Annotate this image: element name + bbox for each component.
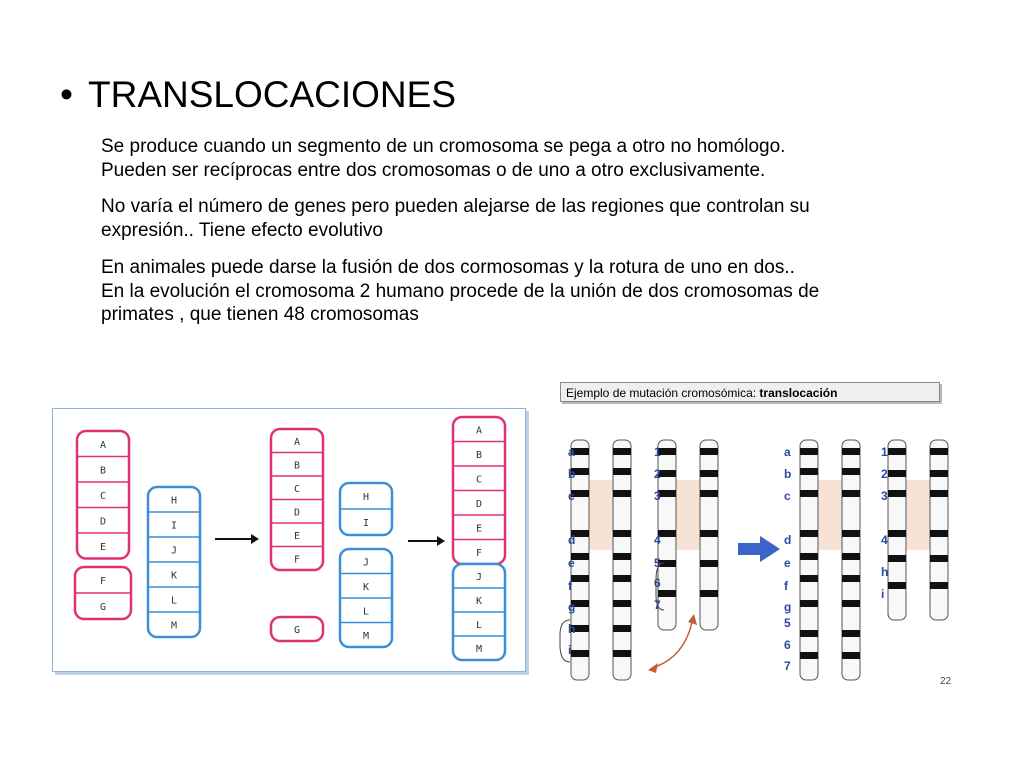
translocation-diagram-left <box>52 408 526 672</box>
paragraph-line: primates , que tienen 48 cromosomas <box>101 304 419 325</box>
chromosome-pink-1-top <box>77 431 129 559</box>
segment-label: D <box>293 507 301 519</box>
segment-label: A <box>293 436 301 448</box>
band <box>842 448 860 455</box>
band <box>888 490 906 497</box>
segment-label: A <box>99 439 107 451</box>
segment-label: K <box>362 581 370 593</box>
chromosome-segments-svg <box>53 409 525 671</box>
slide-title <box>60 72 456 118</box>
segment-label: I <box>362 518 370 529</box>
band <box>700 530 718 537</box>
band <box>613 553 631 560</box>
segment-label: L <box>475 620 483 631</box>
segment-label: M <box>362 630 370 642</box>
title-bullet: • <box>60 74 73 115</box>
band <box>613 600 631 607</box>
band-label: 5 <box>654 556 661 570</box>
band <box>613 490 631 497</box>
segment-label: E <box>293 530 301 542</box>
segment-label: K <box>170 570 178 582</box>
band <box>800 575 818 582</box>
chromosome-blue-1 <box>148 487 200 637</box>
segment-label: J <box>170 545 178 557</box>
chromosome-after-2 <box>888 440 948 620</box>
banded-chromosomes-svg <box>548 430 978 690</box>
band-label: b <box>784 467 792 481</box>
band <box>800 448 818 455</box>
segment-label: G <box>99 602 107 613</box>
band <box>800 490 818 497</box>
page-number: 22 <box>940 676 952 687</box>
band-label: d <box>568 533 576 547</box>
example-header-bold: translocación <box>759 386 838 400</box>
band <box>658 470 676 477</box>
band <box>800 553 818 560</box>
band <box>700 470 718 477</box>
chromosome-pink-1-bottom <box>75 567 131 619</box>
segment-label: F <box>293 554 301 566</box>
band <box>842 530 860 537</box>
band-label: 6 <box>654 576 661 590</box>
band-label: 3 <box>654 489 661 503</box>
band <box>700 448 718 455</box>
segment-label: L <box>170 595 178 607</box>
band <box>800 600 818 607</box>
band <box>700 560 718 567</box>
centromere <box>814 480 846 550</box>
band <box>613 625 631 632</box>
segment-label: M <box>170 620 178 632</box>
segment-label: D <box>475 498 483 510</box>
segment-label: L <box>362 606 370 618</box>
band <box>842 630 860 637</box>
band <box>613 468 631 475</box>
centromere <box>672 480 704 550</box>
band <box>571 650 589 657</box>
band-label: c <box>784 489 791 503</box>
paragraph-2 <box>101 195 981 242</box>
band <box>930 582 948 589</box>
band-label: b <box>568 467 576 481</box>
band-label: 6 <box>784 638 791 652</box>
segment-label: H <box>362 492 370 503</box>
segment-label: C <box>99 490 107 502</box>
band-label: 1 <box>881 445 888 459</box>
band-label: 7 <box>784 659 791 673</box>
band-label: a <box>568 445 575 459</box>
band-label: 5 <box>784 616 791 630</box>
band <box>613 530 631 537</box>
chromosome-before-2 <box>658 440 718 630</box>
segment-label: B <box>293 460 301 472</box>
band-label: i <box>568 643 572 657</box>
band-label: a <box>784 445 791 459</box>
paragraph-3 <box>101 256 981 327</box>
chromosome-fused-blue <box>453 564 505 660</box>
band <box>888 530 906 537</box>
segment-label: M <box>475 644 483 655</box>
paragraph-line: expresión.. Tiene efecto evolutivo <box>101 219 384 241</box>
chromosome-before-1 <box>571 440 631 680</box>
band-label: g <box>568 600 576 614</box>
band <box>930 490 948 497</box>
arrow-1-head <box>251 534 259 544</box>
band <box>888 448 906 455</box>
paragraph-line: Pueden ser recíprocas entre dos cromosomas o de uno a otro exclusivamente. <box>101 159 766 181</box>
band-label: i <box>881 587 885 601</box>
transform-arrow-head <box>760 536 780 562</box>
band <box>930 530 948 537</box>
band-label: h <box>881 565 889 579</box>
band <box>888 555 906 562</box>
example-header-prefix: Ejemplo de mutación cromosómica: <box>566 386 757 400</box>
band <box>658 448 676 455</box>
band <box>842 468 860 475</box>
segment-label: F <box>99 576 107 587</box>
paragraph-line: En la evolución el cromosoma 2 humano procede de la unión de dos cromosomas de <box>101 280 820 302</box>
band <box>842 553 860 560</box>
paragraph-line: En animales puede darse la fusión de dos cormosomas y la rotura de uno en dos.. <box>101 257 795 278</box>
exchange-arrow-head <box>648 663 658 673</box>
band <box>571 575 589 582</box>
segment-label: H <box>170 495 178 507</box>
segment-label: I <box>170 520 178 532</box>
chromosome-pink-2-fragment <box>271 617 323 641</box>
segment-label: E <box>99 541 107 553</box>
band <box>842 490 860 497</box>
band <box>613 448 631 455</box>
band-label: 3 <box>881 489 888 503</box>
segment-label: C <box>293 483 301 495</box>
centromere <box>902 480 934 550</box>
band <box>658 530 676 537</box>
band-label: 2 <box>881 467 888 481</box>
band <box>800 530 818 537</box>
band-label: e <box>784 556 791 570</box>
transform-arrow-shaft <box>738 543 760 555</box>
segment-label: G <box>293 625 301 636</box>
band <box>700 490 718 497</box>
band-label: 1 <box>654 445 661 459</box>
band-label: 7 <box>654 598 661 612</box>
band <box>930 555 948 562</box>
band-label: c <box>568 489 575 503</box>
band-label: d <box>784 533 792 547</box>
segment-label: C <box>475 474 483 486</box>
band-label: 2 <box>654 467 661 481</box>
band <box>658 490 676 497</box>
band <box>842 600 860 607</box>
centromere <box>585 480 617 550</box>
paragraph-1 <box>101 135 981 182</box>
band <box>800 652 818 659</box>
segment-label: B <box>99 465 107 477</box>
exchange-arrow-head <box>688 614 697 625</box>
chromosome-pink-2 <box>271 429 323 570</box>
chromosome-blue-2-bottom <box>340 549 392 647</box>
segment-label: B <box>475 449 483 461</box>
chromosome-after-1 <box>800 440 860 680</box>
band <box>700 590 718 597</box>
paragraph-line: Se produce cuando un segmento de un cromosoma se pega a otro no homólogo. <box>101 136 786 157</box>
paragraph-line: No varía el número de genes pero pueden alejarse de las regiones que controlan su <box>101 196 810 217</box>
arrow-2-head <box>437 536 445 546</box>
segment-label: J <box>475 572 483 583</box>
band-label: f <box>784 579 788 593</box>
band-label: 4 <box>881 533 888 547</box>
band <box>800 630 818 637</box>
band <box>842 575 860 582</box>
band-label: h <box>568 622 576 636</box>
band <box>658 590 676 597</box>
band <box>613 650 631 657</box>
segment-label: D <box>99 516 107 528</box>
band-label: f <box>568 579 572 593</box>
band-label: e <box>568 556 575 570</box>
segment-label: A <box>475 425 483 437</box>
segment-label: F <box>475 547 483 559</box>
segment-label: K <box>475 596 483 607</box>
title-text: TRANSLOCACIONES <box>88 74 457 115</box>
band <box>888 470 906 477</box>
chromosome-fused-pink <box>453 417 505 564</box>
band <box>930 448 948 455</box>
band <box>800 468 818 475</box>
segment-label: J <box>362 557 370 569</box>
band <box>842 652 860 659</box>
chromosome-blue-2-top <box>340 483 392 535</box>
band-label: 4 <box>654 533 661 547</box>
example-header <box>560 382 940 402</box>
band <box>888 582 906 589</box>
band <box>930 470 948 477</box>
segment-label: E <box>475 523 483 535</box>
band-label: g <box>784 600 792 614</box>
band <box>613 575 631 582</box>
